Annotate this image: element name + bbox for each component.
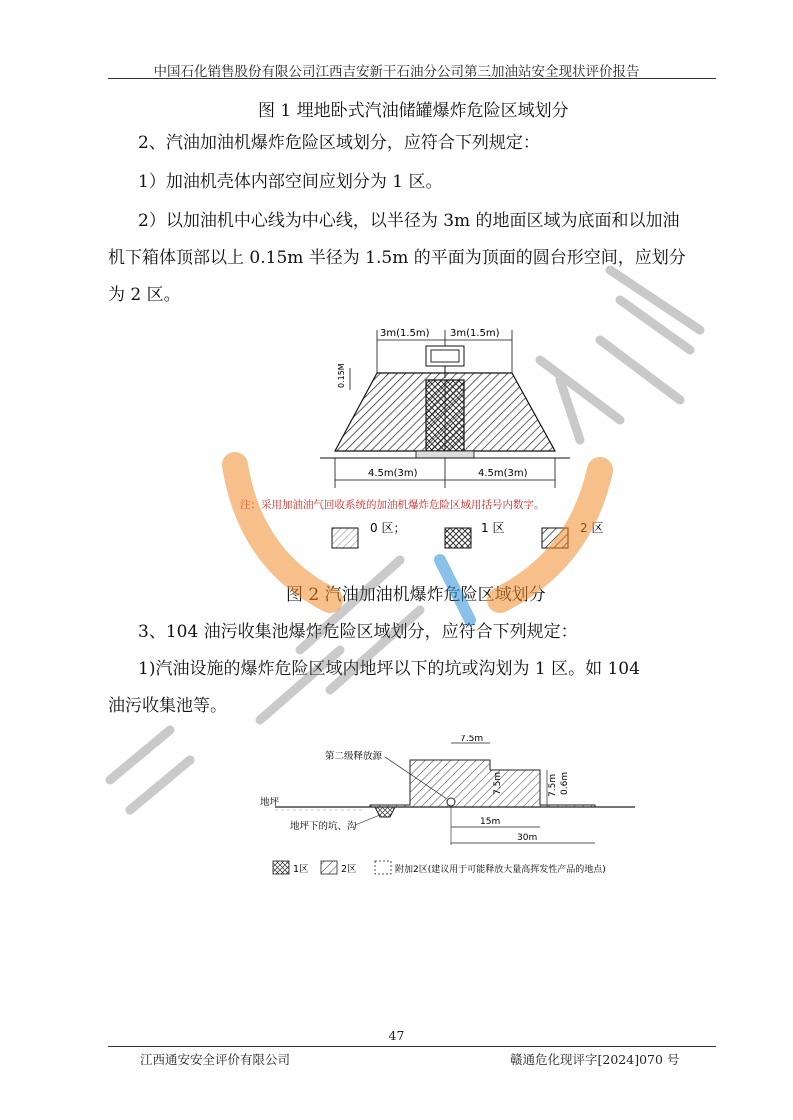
fig3-dim-7-5-right: 7.5m xyxy=(548,773,558,797)
figure2-caption: 图 2 汽油加油机爆炸危险区域划分 xyxy=(286,585,546,605)
fig2-legend-1: 1 区 xyxy=(481,521,505,535)
fig2-side-dim: 0.15M xyxy=(337,363,346,388)
section2-item1: 1）加油机壳体内部空间应划分为 1 区。 xyxy=(138,172,443,192)
fig3-dim-0-6: 0.6m xyxy=(560,771,570,795)
fig2-top-left-dim: 3m(1.5m) xyxy=(380,328,430,339)
section2-item2-line1: 2）以加油机中心线为中心线，以半径为 3m 的地面区域为底面和以加油 xyxy=(138,211,680,231)
fig2-note: 注：采用加油油气回收系统的加油机爆炸危险区域用括号内数字。 xyxy=(240,499,545,511)
fig2-top-right-dim: 3m(1.5m) xyxy=(450,328,500,339)
fig2-bottom-left-dim: 4.5m(3m) xyxy=(368,468,418,479)
section2-item2-line2: 机下箱体顶部以上 0.15m 半径为 1.5m 的平面为顶面的圆台形空间，应划分 xyxy=(108,248,686,268)
figure3-diagram xyxy=(255,735,655,885)
section2-item2-line3: 为 2 区。 xyxy=(108,285,181,305)
fig2-legend-0: 0 区； xyxy=(370,521,406,535)
page-number: 47 xyxy=(388,1028,405,1043)
section3-item1-line1: 1)汽油设施的爆炸危险区域内地坪以下的坑或沟划为 1 区。如 104 xyxy=(138,659,640,679)
fig3-pit-label: 地坪下的坑、沟 xyxy=(290,821,357,832)
fig3-dim-7-5-top: 7.5m xyxy=(460,735,484,744)
header-rule xyxy=(108,78,716,79)
section3-item1-line2: 油污收集池等。 xyxy=(108,696,227,716)
fig3-dim-7-5-side: 7.5m xyxy=(493,771,503,795)
figure1-caption: 图 1 埋地卧式汽油储罐爆炸危险区域划分 xyxy=(258,101,569,121)
fig3-legend-additional: 附加2区(建议用于可能释放大量高挥发性产品的地点) xyxy=(395,865,606,875)
section3-title: 3、104 油污收集池爆炸危险区域划分，应符合下列规定： xyxy=(138,622,578,642)
fig3-ground-label: 地坪 xyxy=(260,797,280,808)
figure2-diagram xyxy=(240,318,620,568)
fig3-legend-1: 1区 xyxy=(293,864,309,875)
fig3-legend-2: 2区 xyxy=(341,864,357,875)
fig3-release-source-label: 第二级释放源 xyxy=(325,751,383,762)
footer-rule xyxy=(108,1046,716,1047)
footer-right: 赣通危化现评字[2024]070 号 xyxy=(510,1052,680,1067)
footer-left: 江西通安安全评价有限公司 xyxy=(140,1052,291,1067)
fig2-bottom-right-dim: 4.5m(3m) xyxy=(478,468,528,479)
fig3-dim-30: 30m xyxy=(517,833,538,843)
section2-title: 2、汽油加油机爆炸危险区域划分，应符合下列规定： xyxy=(138,133,540,153)
report-header-title: 中国石化销售股份有限公司江西吉安新干石油分公司第三加油站安全现状评价报告 xyxy=(153,64,640,80)
fig3-dim-15: 15m xyxy=(480,817,501,827)
fig2-legend-2: 2 区 xyxy=(580,521,604,535)
